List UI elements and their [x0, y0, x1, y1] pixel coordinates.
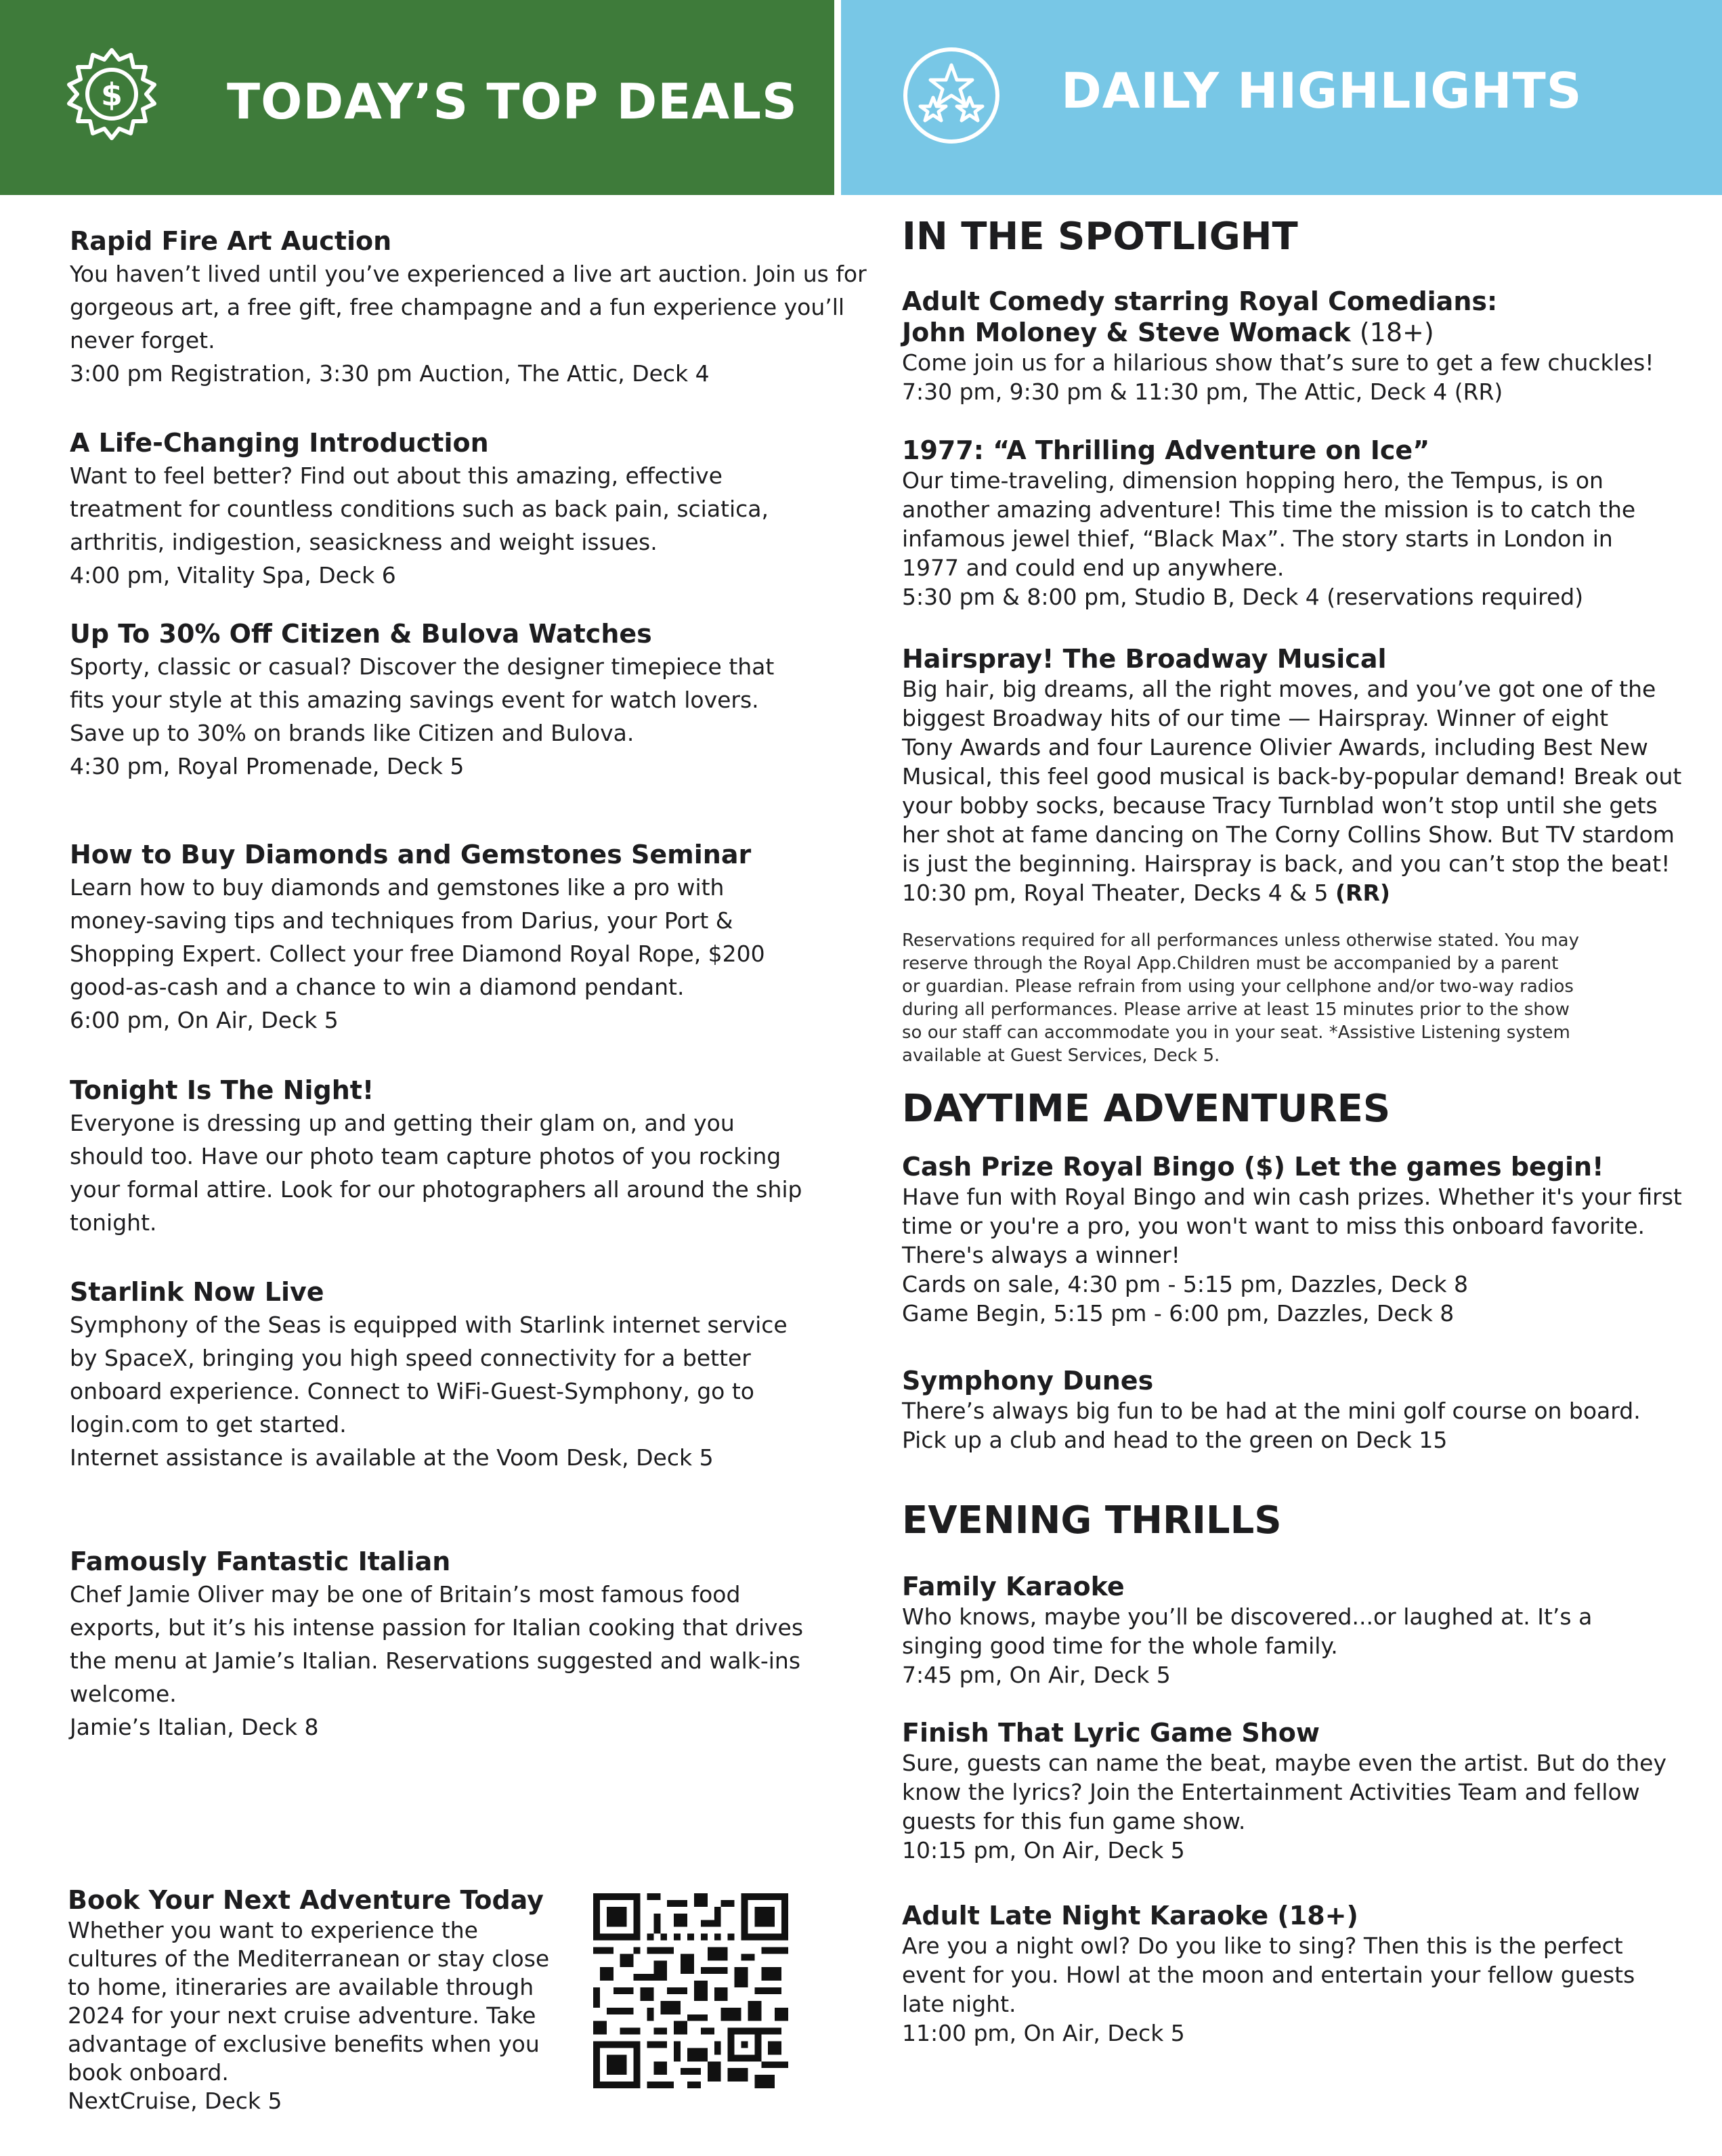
deal-line: onboard experience. Connect to WiFi-Guest-Symphony, go to	[70, 1378, 754, 1404]
deal-line: book onboard.	[68, 2059, 229, 2086]
deal-starlink	[70, 1276, 788, 1474]
evening-late-night-karaoke	[902, 1900, 1635, 2048]
event-line: 11:00 pm, On Air, Deck 5	[902, 2020, 1185, 2046]
event-line: is just the beginning. Hairspray is back, and you can’t stop the beat!	[902, 850, 1671, 877]
deal-line: money-saving tips and techniques from Darius, your Port &	[70, 907, 733, 934]
deal-line: exports, but it’s his intense passion for Italian cooking that drives	[70, 1614, 804, 1641]
event-line: Have fun with Royal Bingo and win cash prizes. Whether it's your first	[902, 1184, 1682, 1210]
deal-line: cultures of the Mediterranean or stay close	[68, 1945, 550, 1972]
reservation-flag: (RR)	[1335, 880, 1390, 906]
spotlight-heading: IN THE SPOTLIGHT	[902, 215, 1298, 259]
deal-line: Sporty, classic or casual? Discover the designer timepiece that	[70, 653, 775, 680]
event-line: Come join us for a hilarious show that’s sure to get a few chuckles!	[902, 349, 1654, 376]
event-line: event for you. Howl at the moon and entertain your fellow guests	[902, 1962, 1635, 1988]
fine-print-line: available at Guest Services, Deck 5.	[902, 1045, 1220, 1066]
event-line: late night.	[902, 1991, 1016, 2017]
event-line: Pick up a club and head to the green on Deck 15	[902, 1427, 1448, 1453]
deal-line: the menu at Jamie’s Italian. Reservations suggested and walk-ins	[70, 1647, 801, 1674]
spotlight-hairspray	[902, 643, 1681, 907]
deal-life-changing	[70, 427, 769, 592]
deal-line: Internet assistance is available at the Voom Desk, Deck 5	[70, 1444, 714, 1471]
deal-line: login.com to get started.	[70, 1411, 347, 1438]
deal-line: your formal attire. Look for our photographers all around the ship	[70, 1176, 802, 1203]
event-title: 1977: “A Thrilling Adventure on Ice”	[902, 435, 1430, 465]
fine-print-line: so our staff can accommodate you in your seat. *Assistive Listening system	[902, 1022, 1570, 1043]
evening-heading: EVENING THRILLS	[902, 1499, 1282, 1543]
fine-print-line: during all performances. Please arrive at least 15 minutes prior to the show	[902, 999, 1570, 1020]
event-line: your bobby socks, because Tracy Turnblad won’t stop until she gets	[902, 792, 1658, 819]
event-time-line	[902, 878, 1681, 907]
daytime-symphony-dunes	[902, 1365, 1641, 1454]
event-line: Our time-traveling, dimension hopping hero, the Tempus, is on	[902, 467, 1603, 494]
event-line: 7:30 pm, 9:30 pm & 11:30 pm, The Attic, Deck 4 (RR)	[902, 379, 1503, 405]
event-line: There’s always big fun to be had at the mini golf course on board.	[902, 1398, 1641, 1424]
deal-title: How to Buy Diamonds and Gemstones Seminar	[70, 840, 752, 869]
event-line: Musical, this feel good musical is back-by-popular demand! Break out	[902, 763, 1682, 790]
event-title: Family Karaoke	[902, 1572, 1125, 1601]
event-line: 1977 and could end up anywhere.	[902, 555, 1285, 581]
deal-line: 2024 for your next cruise adventure. Take	[68, 2002, 536, 2029]
deal-line: fits your style at this amazing savings event for watch lovers.	[70, 687, 759, 713]
event-title: Adult Late Night Karaoke (18+)	[902, 1901, 1358, 1931]
deal-line: 4:30 pm, Royal Promenade, Deck 5	[70, 753, 465, 779]
event-line: Tony Awards and four Laurence Olivier Awards, including Best New	[902, 734, 1648, 760]
event-line: time or you're a pro, you won't want to miss this onboard favorite.	[902, 1213, 1645, 1239]
event-line: There's always a winner!	[902, 1242, 1180, 1268]
event-line: 5:30 pm & 8:00 pm, Studio B, Deck 4 (reservations required)	[902, 584, 1584, 610]
event-title: Finish That Lyric Game Show	[902, 1718, 1320, 1748]
deal-next-adventure	[68, 1884, 549, 2115]
event-line: infamous jewel thief, “Black Max”. The story starts in London in	[902, 525, 1613, 552]
reservation-fine-print	[902, 929, 1579, 1067]
svg-text:$: $	[100, 77, 123, 113]
event-line: Cards on sale, 4:30 pm - 5:15 pm, Dazzles, Deck 8	[902, 1271, 1468, 1297]
deal-title: Starlink Now Live	[70, 1277, 324, 1307]
spotlight-comedy	[902, 286, 1654, 406]
daily-highlights-header	[841, 0, 1722, 195]
event-line: Who knows, maybe you’ll be discovered...or laughed at. It’s a	[902, 1603, 1593, 1630]
deal-art-auction	[70, 225, 867, 390]
daytime-heading: DAYTIME ADVENTURES	[902, 1087, 1391, 1131]
event-title-text: John Moloney & Steve Womack	[902, 318, 1351, 347]
deal-tonight-night	[70, 1074, 802, 1239]
age-badge: (18+)	[1359, 318, 1434, 347]
evening-family-karaoke	[902, 1571, 1592, 1689]
deal-title: Book Your Next Adventure Today	[68, 1885, 544, 1915]
fine-print-line: or guardian. Please refrain from using your cellphone and/or two-way radios	[902, 976, 1574, 997]
deal-line: advantage of exclusive benefits when you	[68, 2031, 540, 2057]
deal-line: gorgeous art, a free gift, free champagne and a fun experience you’ll	[70, 294, 845, 320]
deal-line: welcome.	[70, 1681, 177, 1707]
deal-line: 4:00 pm, Vitality Spa, Deck 6	[70, 562, 396, 588]
deal-line: 3:00 pm Registration, 3:30 pm Auction, The Attic, Deck 4	[70, 360, 710, 387]
deal-line: Shopping Expert. Collect your free Diamond Royal Rope, $200	[70, 941, 765, 967]
deal-italian	[70, 1545, 803, 1744]
deal-line: Chef Jamie Oliver may be one of Britain’s most famous food	[70, 1581, 741, 1608]
event-title: Hairspray! The Broadway Musical	[902, 644, 1387, 674]
dollar-badge-icon	[61, 47, 163, 149]
stars-circle-icon	[901, 45, 1002, 146]
deal-line: never forget.	[70, 327, 215, 353]
fine-print-line: Reservations required for all performances unless otherwise stated. You may	[902, 930, 1579, 951]
deal-line: Symphony of the Seas is equipped with Starlink internet service	[70, 1312, 788, 1338]
event-title-line	[902, 317, 1654, 348]
event-title: Cash Prize Royal Bingo ($) Let the games begin!	[902, 1152, 1604, 1182]
deal-line: Want to feel better? Find out about this amazing, effective	[70, 462, 723, 489]
deal-line: 6:00 pm, On Air, Deck 5	[70, 1007, 339, 1033]
event-line: Sure, guests can name the beat, maybe even the artist. But do they	[902, 1750, 1666, 1776]
qr-code[interactable]	[593, 1893, 788, 2088]
deal-line: Everyone is dressing up and getting their glam on, and you	[70, 1110, 735, 1136]
deal-line: Learn how to buy diamonds and gemstones like a pro with	[70, 874, 725, 901]
daytime-bingo	[902, 1151, 1682, 1328]
event-line: biggest Broadway hits of our time — Hairspray. Winner of eight	[902, 705, 1609, 731]
spotlight-ice-show	[902, 435, 1635, 611]
deal-title: Up To 30% Off Citizen & Bulova Watches	[70, 619, 652, 649]
deal-line: good-as-cash and a chance to win a diamond pendant.	[70, 974, 685, 1000]
deal-line: Save up to 30% on brands like Citizen and Bulova.	[70, 720, 634, 746]
deal-line: to home, itineraries are available through	[68, 1974, 534, 2000]
event-title: Adult Comedy starring Royal Comedians:	[902, 286, 1498, 316]
event-line: guests for this fun game show.	[902, 1808, 1246, 1834]
deal-line: should too. Have our photo team capture photos of you rocking	[70, 1143, 781, 1169]
deal-line: by SpaceX, bringing you high speed connectivity for a better	[70, 1345, 751, 1371]
event-line: Game Begin, 5:15 pm - 6:00 pm, Dazzles, Deck 8	[902, 1300, 1455, 1327]
deal-watches	[70, 618, 774, 783]
deal-line: You haven’t lived until you’ve experienced a live art auction. Join us for	[70, 261, 867, 287]
top-deals-header	[0, 0, 834, 195]
deal-diamonds-seminar	[70, 838, 765, 1037]
event-line: Are you a night owl? Do you like to sing? Then this is the perfect	[902, 1933, 1623, 1959]
event-title: Symphony Dunes	[902, 1366, 1154, 1396]
deal-title: Rapid Fire Art Auction	[70, 226, 392, 256]
top-deals-title: TODAY’S TOP DEALS	[227, 73, 798, 130]
deal-line: tonight.	[70, 1209, 157, 1236]
fine-print-line: reserve through the Royal App.Children must be accompanied by a parent	[902, 953, 1559, 974]
event-line: her shot at fame dancing on The Corny Collins Show. But TV stardom	[902, 821, 1675, 848]
deal-line: treatment for countless conditions such as back pain, sciatica,	[70, 496, 769, 522]
deal-line: Jamie’s Italian, Deck 8	[70, 1714, 319, 1740]
event-line: 7:45 pm, On Air, Deck 5	[902, 1662, 1171, 1688]
daily-highlights-title: DAILY HIGHLIGHTS	[1061, 62, 1583, 119]
event-line: another amazing adventure! This time the mission is to catch the	[902, 496, 1636, 523]
event-line: know the lyrics? Join the Entertainment Activities Team and fellow	[902, 1779, 1640, 1805]
deal-line: NextCruise, Deck 5	[68, 2088, 282, 2114]
deal-title: Famously Fantastic Italian	[70, 1547, 451, 1576]
deal-line: Whether you want to experience the	[68, 1917, 478, 1943]
event-line: 10:15 pm, On Air, Deck 5	[902, 1837, 1185, 1863]
deal-title: Tonight Is The Night!	[70, 1075, 374, 1105]
event-line: Big hair, big dreams, all the right moves, and you’ve got one of the	[902, 676, 1656, 702]
event-line: singing good time for the whole family.	[902, 1633, 1338, 1659]
deal-title: A Life-Changing Introduction	[70, 428, 489, 458]
evening-lyric-game-show	[902, 1717, 1666, 1865]
event-time: 10:30 pm, Royal Theater, Decks 4 & 5	[902, 880, 1329, 906]
deal-line: arthritis, indigestion, seasickness and weight issues.	[70, 529, 658, 555]
